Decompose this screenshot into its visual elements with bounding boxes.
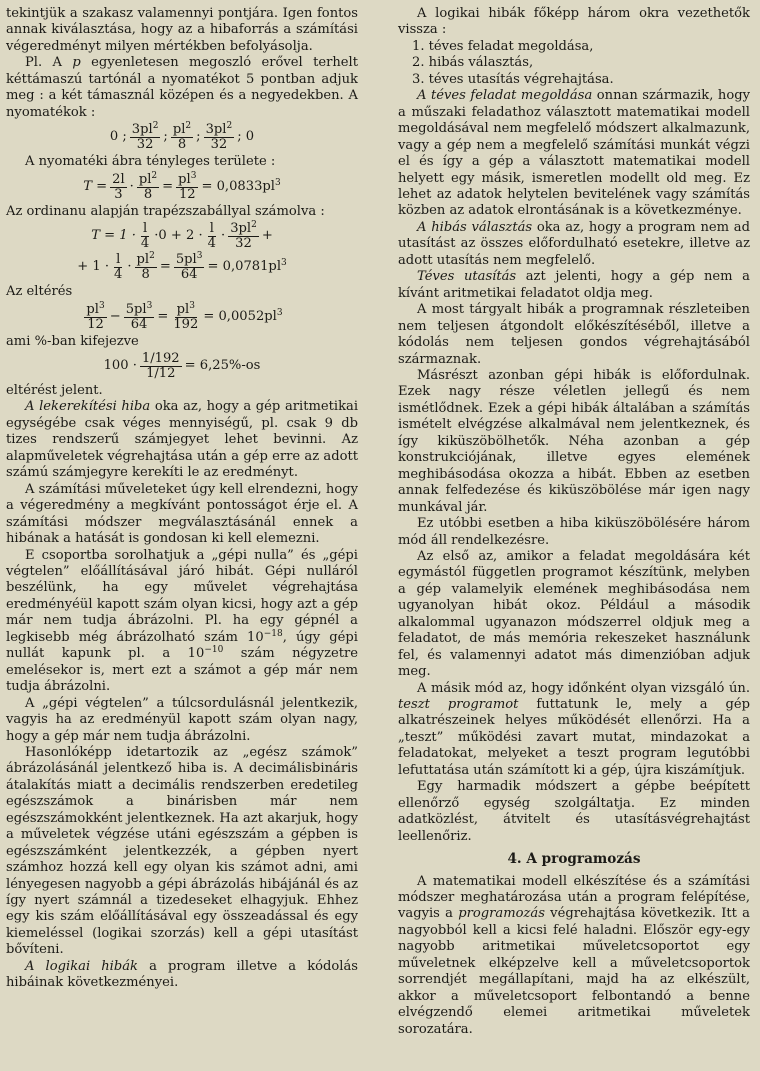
paragraph: A számítási műveleteket úgy kell elrendezni, hogy a végeredmény a megkívánt pontosságot érje el. A számítási módszer megválasztásánál ennek a hibának a hatását is gondosan ki kell elemezni. [6,481,358,547]
paragraph: Téves utasítás azt jelenti, hogy a gép nem a kívánt aritmetikai feladatot oldja meg. [398,269,750,301]
paragraph: A hibás választás oka az, hogy a program nem ad utasítást az összes előfordulható esetekre, illetve az adott utasítás nem megfelelő. [398,219,750,268]
paragraph: Az eltérés [6,284,73,300]
paragraph: A nyomatéki ábra tényleges területe : [25,154,276,170]
paragraph: A logikai hibák főképp három okra vezethetők vissza : [398,6,750,38]
paragraph: A „gépi végtelen” a túlcsordulásnál jelentkezik, vagyis ha az eredményül kapott szám olyan nagy, hogy a gép már nem tudja ábrázolni. [6,695,358,744]
formula-area: T = $\frac{2l}{3}$ · $\frac{pl^2}{8}$ = $\frac{pl^3}{12}$ = $0,0833pl^3$ [83,170,281,202]
paragraph: E csoportba sorolhatjuk a „gépi nulla” és „gépi végtelen” előállításával járó hibát. Gépi nulláról beszélünk, ha egy művelet végrehajtása eredményéül kapott szám olyan kicsi, hogy azt a gép már nem tudja ábrázolni. Pl. ha egy gépnél a legkisebb még ábrázolható szám $10^{-18}$, úgy gépi nullát kapunk pl. a $10^{-10}$ szám négyzetre emelésekor is, mert ezt a számot a gép már nem tudja ábrázolni. [6,547,358,695]
paragraph: Egy harmadik módszert a gépbe beépített ellenőrző egység szolgáltatja. Ez minden adatközlést, átvitelt és utasításvégrehajtást leellenőriz. [398,779,750,844]
formula-trapezoid-2: + 1 · $\frac{l}{4}$ · $\frac{pl^2}{8}$ = $\frac{5pl^3}{64}$ = $0,0781pl^3$ [77,251,287,283]
formula-trapezoid-1: T = 1 · $\frac{l}{4}$ ·0 + 2 · $\frac{l}{4}$ · $\frac{3pl^2}{32}$ + [91,220,273,252]
left-column [6,6,358,992]
paragraph: Az első az, amikor a feladat megoldására két egymástól független programot készítünk, melyben a gép valamelyik elemének meghibásodása nem ugyanolyan hibát okoz. Például a második alkalommal ugyanazon módszerrel oldjuk meg a feladatot, de más memória rekeszeket használunk fel, és valamennyi adatot más dimenzióban adjuk meg. [398,548,750,680]
paragraph: ami %-ban kifejezve [6,333,139,349]
formula-percent: 100 · $\frac{1/192}{1/12}$ = 6,25%-os [103,350,261,381]
paragraph: Másrészt azonban gépi hibák is előfordulnak. Ezek nagy része véletlen jellegű és nem ismétlődnek. Ezek a gépi hibák általában a számítás ismételt elvégzése alkalmával nem jelentkeznek, és így kiküszöbölhetők. Néha azonban a gép konstrukciójának, illetve egyes elemének meghibásodása okozza a hibát. Ebben az esetben annak felfedezése és kiküszöbölése már igen nagy munkával jár. [398,367,750,515]
formula-moments: 0 ; $\frac{3pl^2}{32}$ ; $\frac{pl^2}{8}$ ; $\frac{3pl^2}{32}$ ; 0 [109,121,255,153]
paragraph: Hasonlóképp idetartozik az „egész számok” ábrázolásánál jelentkező hiba is. A decimálisbináris átalakítás miatt a decimális rendszerben eredetileg egészszámok a binárisben már nem egészszámokként jelentkeznek. Ha azt akarjuk, hogy a műveletek végzése utáni egészszám a gépben is egészszámként jelentkezzék, a gépben nyert számhoz hozzá kell egy olyan kis számot adni, ami lényegesen nagyobb a gépi ábrázolás hibájánál és az így nyert számnál a tizedeseket elhagyjuk. Ehhez egy kis szám előállításával egy összeadással és egy kiemeléssel (logikai szorzás) kell a gépi utasítást bővíteni. [6,744,358,958]
paragraph: A logikai hibák a program illetve a kódolás hibáinak következményei. [6,958,359,991]
paragraph: Pl. A p egyenletesen megoszló erővel terhelt kéttámaszú tartónál a nyomatékot 5 pontban adjuk meg : a két támasznál középen és a negyedekben. A nyomatékok : [6,55,358,120]
paragraph: tekintjük a szakasz valamennyi pontjára. Igen fontos annak kiválasztása, hogy az a hibaforrás a számítási végeredményt milyen mértékben befolyásolja. [6,6,358,54]
paragraph: A matematikai modell elkészítése és a számítási módszer meghatározása után a program felépítése, vagyis a programozás végrehajtása következik. Itt a nagyobból kell a kicsi felé haladni. Először egy-egy nagyobb aritmetikai műveletcsoportot egy műveletnek elképzelve kell a műveletcsoportok sorrendjét megállapítani, majd ha az elkészült, akkor a műveletcsoport felbontandó a benne elvégzendő elemei aritmetikai műveletek sorozatára. [398,873,750,1037]
paragraph: A most tárgyalt hibák a programnak részleteiben nem teljesen átgondolt előkészítéséből, illetve a kódolás nem teljesen gondos végrehajtásából származnak. [398,302,750,367]
formula-difference: $\frac{pl^3}{12}$ − $\frac{5pl^3}{64}$ = $\frac{pl^3}{192}$ = $0,0052pl^3$ [86,300,283,332]
paragraph: eltérést jelent. [6,382,103,398]
paragraph: A másik mód az, hogy időnként olyan vizsgáló ún. teszt programot futtatunk le, mely a gép alkatrészeinek helyes működését ellenőrzi. Ha a „teszt” működési zavart mutat, mindazokat a feladatokat, melyeket a teszt program legutóbbi lefuttatása után számított ki a gép, újra kiszámítjuk. [398,680,750,778]
list-item: 3. téves utasítás végrehajtása. [412,71,614,87]
paragraph: A lekerekítési hiba oka az, hogy a gép aritmetikai egységébe csak véges mennyiségű, pl. csak 9 db tizes rendszerű számjegyet lehet bevinni. Az alapműveletek végrehajtása után a gép erre az adott számú számjegyre kerekíti le az eredményt. [6,399,359,481]
list-item: 2. hibás választás, [412,55,534,71]
paragraph: Ez utóbbi esetben a hiba kiküszöbölésére három mód áll rendelkezésre. [398,516,750,548]
section-heading: 4. A programozás [507,851,641,868]
list-item: 1. téves feladat megoldása, [412,38,594,54]
paragraph: A téves feladat megoldása onnan származik, hogy a műszaki feladathoz választott matematikai modell megoldásával nem megfelelő módszert alkalmazunk, vagy a gép nem a megfelelő számítási munkát végzi el és így a gép a választott matematikai modell helyett egy másik, ismeretlen modellt old meg. Ez lehet az adatok helytelen bevitelének vagy számítás közben az adatok elrontásának is a következménye. [398,88,750,219]
paragraph: Az ordinanu alapján trapézszabállyal számolva : [6,203,325,219]
right-column [398,6,750,1038]
